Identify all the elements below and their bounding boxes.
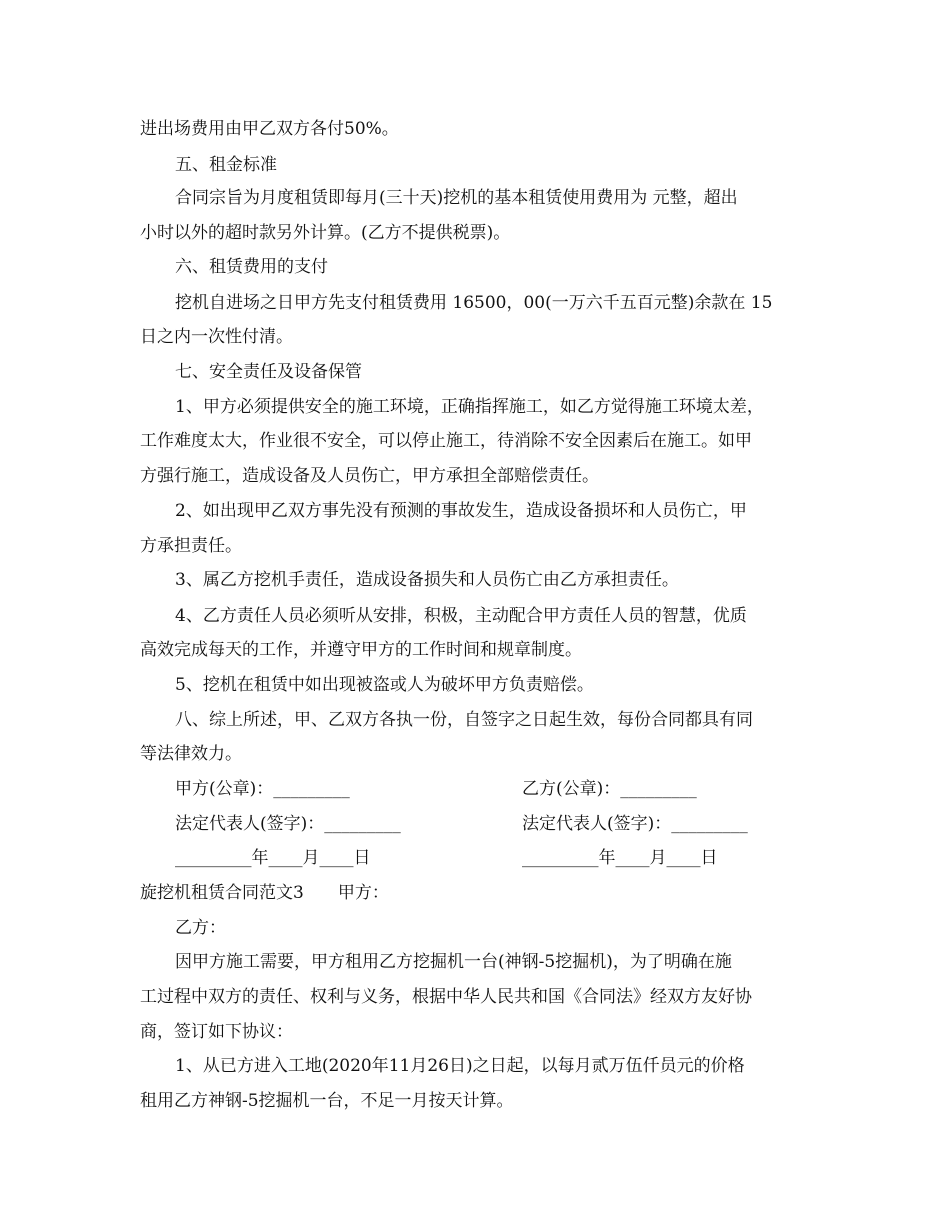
text-line: 合同宗旨为月度租赁即每月(三十天)挖机的基本租赁使用费用为 元整，超出 [175,188,738,208]
text-line: 4、乙方责任人员必须听从安排，积极，主动配合甲方责任人员的智慧，优质 [175,606,747,626]
text-line: 因甲方施工需要，甲方租用乙方挖掘机一台(神钢-5挖掘机)，为了明确在施 [175,952,732,972]
contract-title: 旋挖机租赁合同范文3 甲方： [140,883,389,903]
text-line: 高效完成每天的工作，并遵守甲方的工作时间和规章制度。 [140,640,582,660]
party-a-date: _________年____月____日 [175,848,371,868]
text-line: 3、属乙方挖机手责任，造成设备损失和人员伤亡由乙方承担责任。 [175,570,679,590]
party-a-seal: 甲方(公章)：_________ [175,779,350,799]
text-line: 挖机自进场之日甲方先支付租赁费用 16500，00(一万六千五百元整)余款在 15 [175,293,773,313]
text-line: 租用乙方神钢-5挖掘机一台，不足一月按天计算。 [140,1091,514,1111]
text-line: 1、从已方进入工地(2020年11月26日)之日起，以每月贰万伍仟员元的价格 [175,1056,745,1076]
text-line: 八、综上所述，甲、乙双方各执一份，自签字之日起生效，每份合同都具有同 [175,710,753,730]
text-line: 方强行施工，造成设备及人员伤亡，甲方承担全部赔偿责任。 [140,466,599,486]
party-b-seal: 乙方(公章)：_________ [522,779,697,799]
text-line: 1、甲方必须提供安全的施工环境，正确指挥施工，如乙方觉得施工环境太差， [175,397,764,417]
text-line: 工作难度太大，作业很不安全，可以停止施工，待消除不安全因素后在施工。如甲 [140,431,752,451]
section-heading: 六、租赁费用的支付 [175,257,328,277]
text-line: 等法律效力。 [140,744,242,764]
text-line: 2、如出现甲乙双方事先没有预测的事故发生，造成设备损坏和人员伤亡，甲 [175,501,747,521]
text-line: 5、挖机在租赁中如出现被盗或人为破坏甲方负责赔偿。 [175,675,594,695]
party-b-date: _________年____月____日 [522,848,718,868]
text-line: 日之内一次性付清。 [140,327,293,347]
text-line: 商，签订如下协议： [140,1022,293,1042]
text-line: 工过程中双方的责任、权利与义务，根据中华人民共和国《合同法》经双方友好协 [140,987,752,1007]
section-heading: 五、租金标准 [175,155,277,175]
text-line: 方承担责任。 [140,536,242,556]
section-heading: 七、安全责任及设备保管 [175,362,362,382]
party-b-representative: 法定代表人(签字)：_________ [522,814,748,834]
text-line: 乙方： [175,918,226,938]
text-line: 小时以外的超时款另外计算。(乙方不提供税票)。 [140,223,511,243]
text-line: 进出场费用由甲乙双方各付50%。 [140,119,399,139]
party-a-representative: 法定代表人(签字)：_________ [175,814,401,834]
